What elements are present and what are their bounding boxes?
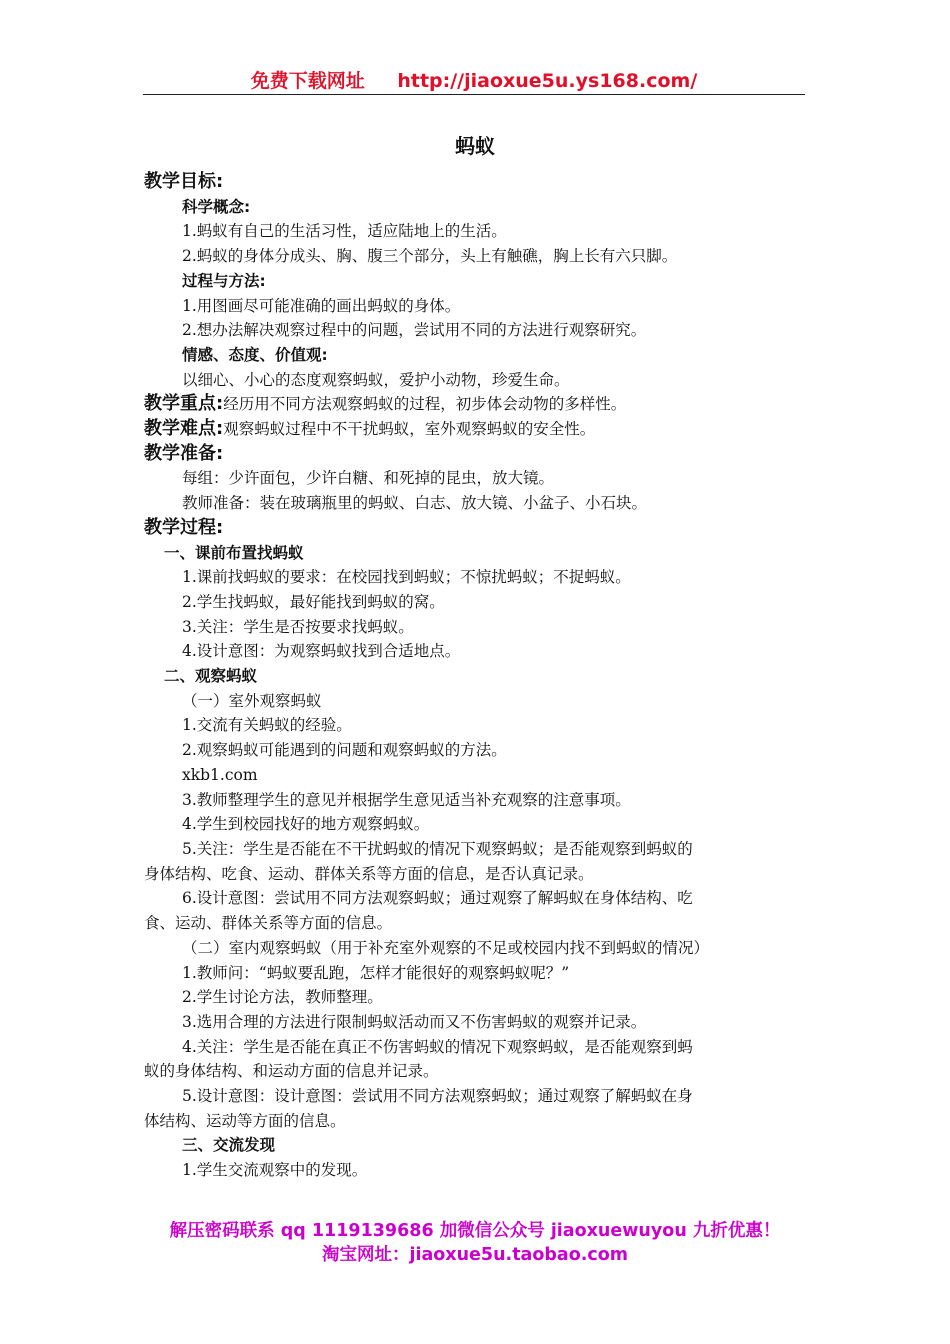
section-2b-item-5-line-1: 5.设计意图：设计意图：尝试用不同方法观察蚂蚁；通过观察了解蚂蚁在身 [182,1087,693,1106]
key-point-text: 经历用不同方法观察蚂蚁的过程，初步体会动物的多样性。 [223,395,627,414]
section-2b-item-1: 1.教师问：“蚂蚁要乱跑，怎样才能很好的观察蚂蚁呢？” [182,963,570,982]
section-2a-item-4: 4.学生到校园找好的地方观察蚂蚁。 [182,815,430,834]
key-point-label: 教学重点: [144,393,224,415]
difficulty-label: 教学难点: [144,418,224,440]
section-2b-item-4-line-1: 4.关注：学生是否能在真正不伤害蚂蚁的情况下观察蚂蚁，是否能观察到蚂 [182,1037,693,1056]
section-1-item-4: 4.设计意图：为观察蚂蚁找到合适地点。 [182,642,461,661]
document-body [144,170,808,1183]
section-2-heading: 二、观察蚂蚁 [164,667,258,686]
section-2a-item-5-line-2: 身体结构、吃食、运动、群体关系等方面的信息，是否认真记录。 [144,864,594,883]
process-method-heading: 过程与方法: [182,271,266,290]
key-point-row [144,392,808,417]
section-2a-site: xkb1.com [182,765,258,784]
section-3-item-1: 1.学生交流观察中的发现。 [182,1161,368,1180]
section-2b-item-2: 2.学生讨论方法，教师整理。 [182,988,383,1007]
section-1-heading: 一、课前布置找蚂蚁 [164,543,304,562]
section-2a-item-6-line-2: 食、运动、群体关系等方面的信息。 [144,914,393,933]
page-header [143,66,805,95]
footer-contact-line: 解压密码联系 qq 1119139686 加微信公众号 jiaoxuewuyou 九折优惠！ [169,1221,781,1241]
difficulty-text: 观察蚂蚁过程中不干扰蚂蚁，室外观察蚂蚁的安全性。 [223,420,596,439]
science-item-2: 2.蚂蚁的身体分成头、胸、腹三个部分，头上有触礁，胸上长有六只脚。 [182,247,678,266]
section-2a-item-3: 3.教师整理学生的意见并根据学生意见适当补充观察的注意事项。 [182,790,631,809]
section-2b-item-5-line-2: 体结构、运动等方面的信息。 [144,1111,346,1130]
document-title: 蚂蚁 [455,134,495,158]
section-1-item-3: 3.关注：学生是否按要求找蚂蚁。 [182,617,414,636]
difficulty-row [144,417,808,442]
objectives-heading: 教学目标: [144,171,224,192]
attitude-item-1: 以细心、小心的态度观察蚂蚁，爱护小动物，珍爱生命。 [182,370,570,389]
section-1-item-1: 1.课前找蚂蚁的要求：在校园找到蚂蚁；不惊扰蚂蚁；不捉蚂蚁。 [182,568,631,587]
science-concepts-heading: 科学概念: [182,197,251,216]
process-item-1: 1.用图画尽可能准确的画出蚂蚁的身体。 [182,296,461,315]
section-2a-item-6-line-1: 6.设计意图：尝试用不同方法观察蚂蚁；通过观察了解蚂蚁在身体结构、吃 [182,889,693,908]
section-2a-heading: （一）室外观察蚂蚁 [182,691,322,710]
footer-shop-url[interactable]: 淘宝网址：jiaoxue5u.taobao.com [321,1245,629,1265]
section-2a-item-1: 1.交流有关蚂蚁的经验。 [182,716,352,735]
process-main-heading: 教学过程: [144,516,224,538]
section-2b-heading: （二）室内观察蚂蚁（用于补充室外观察的不足或校园内找不到蚂蚁的情况） [182,938,710,957]
process-item-2: 2.想办法解决观察过程中的问题，尝试用不同的方法进行观察研究。 [182,321,647,340]
prep-heading: 教学准备: [144,442,224,464]
section-2b-item-4-line-2: 蚁的身体结构、和运动方面的信息并记录。 [144,1062,439,1081]
section-1-item-2: 2.学生找蚂蚁，最好能找到蚂蚁的窝。 [182,592,445,611]
section-3-heading: 三、交流发现 [182,1136,276,1155]
prep-teacher: 教师准备：装在玻璃瓶里的蚂蚁、白志、放大镜、小盆子、小石块。 [182,494,648,513]
section-2a-item-5-line-1: 5.关注：学生是否能在不干扰蚂蚁的情况下观察蚂蚁；是否能观察到蚂蚁的 [182,839,693,858]
download-url[interactable]: http://jiaoxue5u.ys168.com/ [397,70,698,92]
section-2a-item-2: 2.观察蚂蚁可能遇到的问题和观察蚂蚁的方法。 [182,741,507,760]
attitude-heading: 情感、态度、价值观: [182,345,328,364]
page-footer [0,1219,950,1267]
science-item-1: 1.蚂蚁有自己的生活习性，适应陆地上的生活。 [182,222,507,241]
section-2b-item-3: 3.选用合理的方法进行限制蚂蚁活动而又不伤害蚂蚁的观察并记录。 [182,1012,647,1031]
prep-group: 每组：少许面包，少许白糖、和死掉的昆虫，放大镜。 [182,469,555,488]
free-download-label: 免费下载网址 [250,70,365,92]
